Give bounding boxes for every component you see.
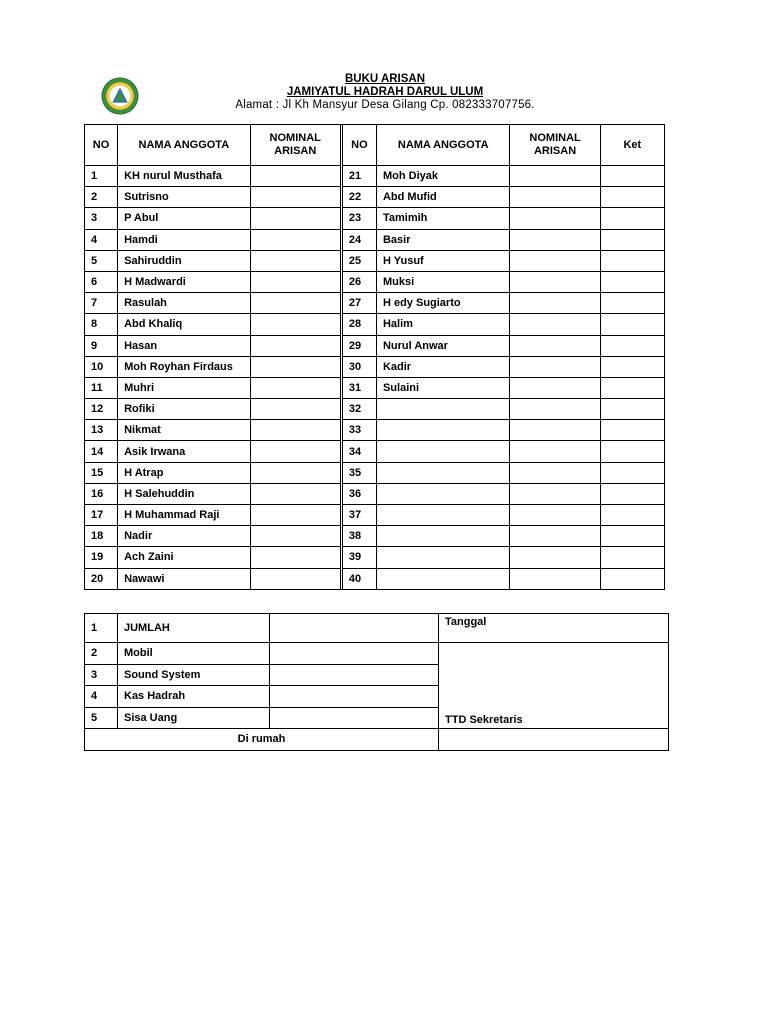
- member-no: 3: [85, 208, 118, 229]
- member-name: Muhri: [118, 377, 250, 398]
- member-name: Abd Mufid: [376, 187, 509, 208]
- member-name: [376, 441, 509, 462]
- member-name: KH nurul Musthafa: [118, 166, 250, 187]
- member-ket: [600, 250, 664, 271]
- member-name: Nadir: [118, 526, 250, 547]
- member-ket: [600, 526, 664, 547]
- table-row: [85, 377, 665, 398]
- member-ket: [600, 229, 664, 250]
- member-nominal: [250, 356, 340, 377]
- member-nominal: [510, 208, 600, 229]
- table-row: [85, 335, 665, 356]
- member-name: Halim: [376, 314, 509, 335]
- member-name: Hasan: [118, 335, 250, 356]
- member-name: Sahiruddin: [118, 250, 250, 271]
- member-name: Moh Royhan Firdaus: [118, 356, 250, 377]
- table-row: [85, 568, 665, 589]
- table-row: [85, 356, 665, 377]
- summary-value: [270, 707, 439, 729]
- member-no: 13: [85, 420, 118, 441]
- member-no: 26: [342, 271, 376, 292]
- member-no: 2: [85, 187, 118, 208]
- table-row: [85, 399, 665, 420]
- member-ket: [600, 187, 664, 208]
- member-no: 1: [85, 166, 118, 187]
- member-name: H Madwardi: [118, 271, 250, 292]
- address-line: Alamat : Jl Kh Mansyur Desa Gilang Cp. 082333707756.: [235, 99, 535, 111]
- member-ket: [600, 377, 664, 398]
- member-ket: [600, 483, 664, 504]
- member-nominal: [250, 166, 340, 187]
- member-no: 17: [85, 505, 118, 526]
- member-no: 22: [342, 187, 376, 208]
- member-nominal: [510, 377, 600, 398]
- member-nominal: [510, 335, 600, 356]
- member-no: 40: [342, 568, 376, 589]
- member-nominal: [510, 229, 600, 250]
- member-no: 14: [85, 441, 118, 462]
- member-nominal: [250, 335, 340, 356]
- member-no: 23: [342, 208, 376, 229]
- member-name: Asik Irwana: [118, 441, 250, 462]
- member-name: [376, 420, 509, 441]
- member-no: 6: [85, 271, 118, 292]
- member-no: 5: [85, 250, 118, 271]
- member-nominal: [250, 441, 340, 462]
- summary-no: 2: [85, 643, 118, 665]
- member-nominal: [510, 293, 600, 314]
- summary-table: [84, 613, 669, 751]
- member-nominal: [250, 462, 340, 483]
- member-ket: [600, 335, 664, 356]
- member-no: 18: [85, 526, 118, 547]
- member-no: 27: [342, 293, 376, 314]
- member-name: [376, 483, 509, 504]
- table-row: [85, 250, 665, 271]
- col-header-no: NO: [85, 125, 118, 166]
- member-ket: [600, 399, 664, 420]
- member-nominal: [250, 208, 340, 229]
- member-name: Ach Zaini: [118, 547, 250, 568]
- summary-footer-row: [85, 729, 669, 751]
- member-ket: [600, 547, 664, 568]
- member-no: 30: [342, 356, 376, 377]
- summary-value: [270, 664, 439, 686]
- summary-value: [270, 614, 439, 643]
- col-header-nominal-2: NOMINAL ARISAN: [510, 125, 600, 166]
- member-nominal: [250, 420, 340, 441]
- table-row: [85, 462, 665, 483]
- table-row: [85, 271, 665, 292]
- member-ket: [600, 356, 664, 377]
- member-no: 4: [85, 229, 118, 250]
- member-ket: [600, 441, 664, 462]
- member-name: [376, 399, 509, 420]
- member-ket: [600, 568, 664, 589]
- member-no: 28: [342, 314, 376, 335]
- summary-label: Sound System: [118, 664, 270, 686]
- member-nominal: [510, 166, 600, 187]
- summary-value: [270, 643, 439, 665]
- member-name: Sutrisno: [118, 187, 250, 208]
- summary-row: [85, 643, 669, 665]
- member-name: Sulaini: [376, 377, 509, 398]
- organization-logo: [101, 77, 139, 115]
- member-nominal: [510, 462, 600, 483]
- member-no: 7: [85, 293, 118, 314]
- member-nominal: [250, 293, 340, 314]
- members-header-row: [85, 125, 665, 166]
- member-name: P Abul: [118, 208, 250, 229]
- member-no: 39: [342, 547, 376, 568]
- table-row: [85, 420, 665, 441]
- member-name: Hamdi: [118, 229, 250, 250]
- member-ket: [600, 462, 664, 483]
- member-name: Kadir: [376, 356, 509, 377]
- member-nominal: [250, 187, 340, 208]
- member-no: 24: [342, 229, 376, 250]
- member-nominal: [250, 271, 340, 292]
- document-title: BUKU ARISAN: [344, 73, 426, 85]
- member-nominal: [250, 547, 340, 568]
- member-nominal: [250, 250, 340, 271]
- table-row: [85, 526, 665, 547]
- member-nominal: [510, 314, 600, 335]
- table-row: [85, 208, 665, 229]
- member-no: 37: [342, 505, 376, 526]
- member-name: Rasulah: [118, 293, 250, 314]
- member-ket: [600, 505, 664, 526]
- table-row: [85, 441, 665, 462]
- member-nominal: [250, 377, 340, 398]
- member-nominal: [510, 483, 600, 504]
- member-nominal: [510, 399, 600, 420]
- member-no: 25: [342, 250, 376, 271]
- member-name: Rofiki: [118, 399, 250, 420]
- member-name: [376, 505, 509, 526]
- member-ket: [600, 208, 664, 229]
- member-name: [376, 568, 509, 589]
- member-name: Muksi: [376, 271, 509, 292]
- member-name: Nawawi: [118, 568, 250, 589]
- member-no: 36: [342, 483, 376, 504]
- table-row: [85, 547, 665, 568]
- member-name: H Yusuf: [376, 250, 509, 271]
- member-nominal: [250, 399, 340, 420]
- member-ket: [600, 293, 664, 314]
- member-ket: [600, 420, 664, 441]
- member-name: Nurul Anwar: [376, 335, 509, 356]
- summary-label: Mobil: [118, 643, 270, 665]
- member-no: 35: [342, 462, 376, 483]
- col-header-name: NAMA ANGGOTA: [118, 125, 250, 166]
- member-no: 16: [85, 483, 118, 504]
- member-nominal: [510, 250, 600, 271]
- member-nominal: [250, 229, 340, 250]
- col-header-no-2: NO: [342, 125, 376, 166]
- members-table: [84, 124, 665, 590]
- member-name: Moh Diyak: [376, 166, 509, 187]
- di-rumah-label: Di rumah: [85, 729, 439, 751]
- member-no: 12: [85, 399, 118, 420]
- member-no: 19: [85, 547, 118, 568]
- member-name: [376, 526, 509, 547]
- member-nominal: [510, 547, 600, 568]
- summary-no: 3: [85, 664, 118, 686]
- summary-value: [270, 686, 439, 708]
- member-no: 20: [85, 568, 118, 589]
- member-no: 34: [342, 441, 376, 462]
- member-no: 10: [85, 356, 118, 377]
- member-name: H Muhammad Raji: [118, 505, 250, 526]
- ttd-sekretaris-label: TTD Sekretaris: [439, 643, 669, 729]
- member-nominal: [510, 420, 600, 441]
- summary-label: Kas Hadrah: [118, 686, 270, 708]
- summary-no: 4: [85, 686, 118, 708]
- member-nominal: [510, 526, 600, 547]
- member-no: 32: [342, 399, 376, 420]
- member-nominal: [250, 314, 340, 335]
- member-ket: [600, 271, 664, 292]
- tanggal-label: Tanggal: [439, 614, 669, 643]
- col-header-name-2: NAMA ANGGOTA: [376, 125, 509, 166]
- member-name: [376, 547, 509, 568]
- member-nominal: [250, 483, 340, 504]
- member-no: 8: [85, 314, 118, 335]
- summary-label: JUMLAH: [118, 614, 270, 643]
- summary-no: 5: [85, 707, 118, 729]
- member-no: 11: [85, 377, 118, 398]
- summary-no: 1: [85, 614, 118, 643]
- member-nominal: [250, 568, 340, 589]
- table-row: [85, 187, 665, 208]
- col-header-ket: Ket: [600, 125, 664, 166]
- member-no: 9: [85, 335, 118, 356]
- member-ket: [600, 314, 664, 335]
- member-no: 29: [342, 335, 376, 356]
- member-no: 31: [342, 377, 376, 398]
- member-nominal: [510, 441, 600, 462]
- table-row: [85, 314, 665, 335]
- member-name: H Atrap: [118, 462, 250, 483]
- summary-label: Sisa Uang: [118, 707, 270, 729]
- member-nominal: [510, 568, 600, 589]
- member-nominal: [510, 271, 600, 292]
- col-header-nominal: NOMINAL ARISAN: [250, 125, 340, 166]
- table-row: [85, 483, 665, 504]
- member-no: 15: [85, 462, 118, 483]
- member-name: Nikmat: [118, 420, 250, 441]
- table-row: [85, 293, 665, 314]
- member-name: Tamimih: [376, 208, 509, 229]
- member-no: 21: [342, 166, 376, 187]
- organization-name: JAMIYATUL HADRAH DARUL ULUM: [286, 86, 484, 98]
- member-no: 38: [342, 526, 376, 547]
- member-nominal: [250, 505, 340, 526]
- member-nominal: [510, 505, 600, 526]
- member-name: H edy Sugiarto: [376, 293, 509, 314]
- table-row: [85, 505, 665, 526]
- table-row: [85, 229, 665, 250]
- member-nominal: [250, 526, 340, 547]
- member-ket: [600, 166, 664, 187]
- member-nominal: [510, 356, 600, 377]
- summary-row: [85, 614, 669, 643]
- member-nominal: [510, 187, 600, 208]
- table-row: [85, 166, 665, 187]
- member-name: Abd Khaliq: [118, 314, 250, 335]
- signature-cell: [439, 729, 669, 751]
- member-name: H Salehuddin: [118, 483, 250, 504]
- member-no: 33: [342, 420, 376, 441]
- member-name: Basir: [376, 229, 509, 250]
- member-name: [376, 462, 509, 483]
